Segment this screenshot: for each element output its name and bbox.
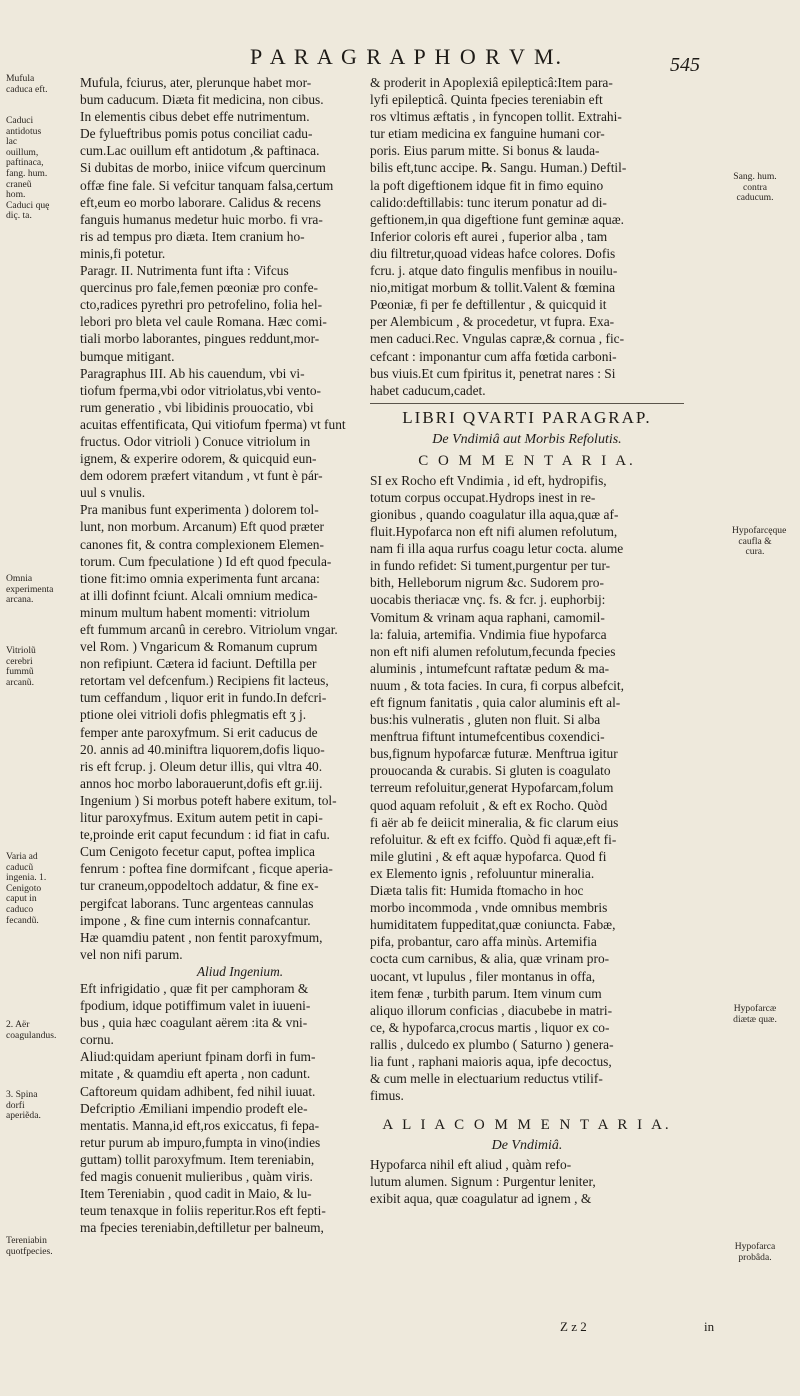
text-line: annos hoc morbo laborauerunt,dofis eft gr.iij. (80, 775, 323, 791)
text-line: pifa, probantur, caro affa minùs. Artemifia (370, 934, 597, 950)
text-line: Si dubitas de morbo, iniice vifcum quercinum (80, 160, 326, 176)
text-line: bumque mitigant. (80, 348, 175, 364)
text-line: retur purum ab impuro,fumpta in vino(indies (80, 1134, 321, 1150)
text-line: pergifcat laborans. Tunc argenteas cannulas (80, 895, 314, 911)
text-line: tione fit:imo omnia experimenta funt arcana: (80, 570, 320, 586)
text-line: fanguis humanus medetur huic morbo. fi vra- (80, 211, 323, 227)
text-line: offæ fine fale. Si vefcitur tanquam falsa,certum (80, 177, 334, 193)
text-line: Ingenium ) Si morbus poteft habere exitum, tol- (80, 792, 337, 808)
text-line: De fylueftribus pomis potus conciliat cadu- (80, 126, 313, 142)
right-column-mid (370, 472, 684, 1104)
text-line: bus , quia hæc coagulant aërem :ita & vni- (80, 1015, 308, 1031)
text-line: acuitas effentificata, Qui vitiofum fperma) vt funt (80, 416, 346, 432)
text-line: minum multum habent momenti: vitriolum (80, 604, 310, 620)
alia-subtitle: De Vndimiâ. (491, 1138, 563, 1154)
text-line: humiditatem fuppeditat,quæ coniuncta. Fabæ, (370, 917, 616, 933)
text-line: lia funt , raphani maioris aqua, ipfe decoctus, (370, 1053, 612, 1069)
text-line: habet caducum,cadet. (370, 382, 486, 398)
text-line: tiali morbo laborantes, pingues reddunt,mor- (80, 331, 320, 347)
text-line: Eft infrigidatio , quæ fit per camphoram & (80, 980, 309, 996)
text-line: morbo incommoda , vnde omnibus membris (370, 900, 608, 916)
text-line: fcru. j. atque dato fingulis menfibus in nouilu- (370, 263, 618, 279)
text-line: ce, & hypofarca,crocus martis , liquor ex co- (370, 1019, 610, 1035)
text-line: canones fit, & contra complexionem Elemen- (80, 536, 324, 552)
margin-note: Varia ad caducũ ingenia. 1. Cenigoto caput in caduco fecandũ. (6, 851, 47, 926)
text-line: nam fi illa aqua rurfus coagu letur cocta. alume (370, 541, 624, 557)
text-line: cto,radices pyrethri pro petrofelino, folia hel- (80, 297, 323, 313)
text-line: Cum Cenigoto fecetur caput, poftea implica (80, 844, 316, 860)
text-line: dem odorem præfert vitandum , vt funt è pár- (80, 468, 323, 484)
text-line: ros vltimus æftatis , in fyncopen tollit. Extrahi- (370, 109, 622, 125)
text-line: fpodium, idque potiffimum valet in iuueni- (80, 998, 311, 1014)
text-line: tiofum fperma,vbi odor vitriolatus,vbi vento- (80, 382, 321, 398)
alia-commentaria-heading: A L I A C O M M E N T A R I A. (382, 1117, 672, 1134)
text-line: minis,fi potetur. (80, 245, 166, 261)
text-line: terreum refoluitur,generat Hypofarcam,folum (370, 780, 614, 796)
text-line: & cum melle in electuarium reductus vtilif- (370, 1071, 603, 1087)
text-line: diu filtretur,quoad videas hafce colores. Dofis (370, 245, 616, 261)
text-line: mitate , & quamdiu eft aperta , non cadunt. (80, 1066, 311, 1082)
text-line: In elementis cibus debet effe nutrimentum. (80, 109, 310, 125)
text-line: rum generatio , vbi libidinis prouocatio, vbi (80, 399, 314, 415)
text-line: vel Rom. ) Vngaricum & Romanum cuprum (80, 639, 318, 655)
right-column-bottom (370, 1156, 684, 1207)
text-line: men caduci.Rec. Vngulas capræ,& cornua , fic- (370, 331, 625, 347)
text-line: eft fummum arcanû in cerebro. Vitriolum vngar. (80, 622, 338, 637)
text-line: cornu. (80, 1032, 114, 1048)
text-line: totum corpus occupat.Hydrops inest in re- (370, 489, 596, 505)
margin-note: Hypofarca probâda. (734, 1241, 776, 1263)
text-line: Caftoreum quidam adhibent, fed nihil iuuat. (80, 1083, 316, 1099)
text-line: fenrum : poftea fine dormifcant , ficque aperia- (80, 861, 333, 877)
margin-note: Caduci antidotus lac ouillum, paftinaca, fang. hum. craneũ hom. Caduci quę diç. ta. (6, 115, 50, 222)
text-line: at illi dofinnt fciunt. Alcali omnium medica- (80, 587, 318, 603)
book-heading: LIBRI QVARTI PARAGRAP. (370, 403, 684, 430)
margin-note: 3. Spina dorfi aperiẽda. (6, 1089, 41, 1122)
text-line: impone , & fine cum internis connafcantur. (80, 912, 311, 928)
margin-note: 2. Aër coagulandus. (6, 1019, 57, 1041)
page-number: 545 (670, 54, 700, 76)
text-line: bilis eft,tunc accipe. ℞. Sangu. Human.) Deftil- (370, 160, 627, 176)
text-line: poris. Eius parum mitte. Si bonus & lauda- (370, 143, 600, 159)
text-line: aliquo illorum conficias , diacubebe in matri- (370, 1002, 613, 1018)
text-line: Vomitum & vrinam aqua raphani, camomil- (370, 609, 605, 625)
margin-note: Hypofarcæ diætæ quæ. (733, 1003, 777, 1025)
text-line: non eft nifi alumen refolutum,fecunda fpecies (370, 643, 616, 659)
text-line: Pœoniæ, fi per fe deftillentur , & quicquid it (370, 297, 607, 313)
text-line: uocabis theriacæ vnç. fs. & fcr. j. euphorbij: (370, 592, 606, 608)
left-column (80, 74, 400, 1236)
text-line: bus viuis.Et cum fpiritus it, penetrat nares : Si (370, 365, 616, 381)
text-line: lyfi epilepticâ. Quinta fpecies tereniabin eft (370, 92, 603, 108)
text-line: Paragr. II. Nutrimenta funt ifta : Vifcus (80, 263, 289, 279)
text-line: Aliud Ingenium. (196, 963, 284, 979)
text-line: lutum alumen. Signum : Purgentur leniter, (370, 1174, 596, 1190)
text-line: nio,mitigat morbum & tollit.Valent & fœmina (370, 280, 616, 296)
text-line: guttam) tollit paroxyfmum. Item tereniabin, (80, 1151, 315, 1167)
text-line: gionibus , quando coagulatur illa aqua,quæ af- (370, 506, 619, 522)
text-line: rallis , dulcedo ex plumbo ( Saturno ) genera- (370, 1036, 614, 1052)
text-line: item fenæ , turbith parum. Item vinum cum (370, 985, 602, 1001)
text-line: mentatis. Manna,id eft,ros exiccatus, fi fepa- (80, 1117, 320, 1133)
text-line: Hypofarca nihil eft aliud , quàm refo- (370, 1157, 572, 1173)
text-line: Mufula, fciurus, ater, plerunque habet mor- (80, 75, 312, 90)
commentaria-heading: C O M M E N T A R I A. (418, 452, 636, 469)
text-line: fi aër ab fe deiicit mineralia, & fic clarum eius (370, 814, 619, 830)
text-line: per Alembicum , & procedetur, vt fupra. Exa- (370, 314, 615, 330)
text-line: mile glutini , & eft aquæ hypofarca. Quod fi (370, 848, 607, 864)
text-line: quercinus pro fale,femen pœoniæ pro confe- (80, 280, 318, 296)
text-line: fluit.Hypofarca non eft nifi alumen refolutum, (370, 524, 618, 540)
margin-note: Sang. hum. contra caducum. (733, 171, 777, 204)
text-line: eft fignum fanitatis , quia calor aluminis eft al- (370, 695, 621, 710)
margin-note: Omnia experimenta arcana. (6, 573, 54, 606)
text-line: ignem, & experire odorem, & quicquid eun- (80, 451, 317, 467)
text-line: ptione olei vitrioli dofis phlegmatis eft ʒ j. (80, 707, 307, 723)
text-line: Hæ quamdiu patent , non fentit paroxyfmum, (80, 929, 323, 945)
text-line: la poft digeftionem idque fit in fimo equino (370, 177, 604, 193)
signature-mark: Z z 2 (560, 1319, 587, 1334)
text-line: fimus. (370, 1088, 404, 1104)
text-line: uocant, vt lupulus , filer montanus in offa, (370, 968, 596, 984)
text-line: Diæta talis fit: Humida ftomacho in hoc (370, 883, 584, 899)
text-line: 20. annis ad 40.miniftra liquorem,dofis liquo- (80, 741, 325, 757)
book-subtitle: De Vndimiâ aut Morbis Refolutis. (432, 431, 622, 447)
text-line: cum.Lac ouillum eft antidotum ,& paftinaca. (80, 143, 320, 159)
text-line: fed magis conuenit mulieribus , quàm viris. (80, 1169, 313, 1184)
text-line: vel non nifi parum. (80, 946, 183, 962)
text-line: quod aquam refoluit , & eft ex Rocho. Quòd (370, 797, 608, 813)
right-column-top (370, 74, 684, 399)
text-line: in fundo refidet: Si tument,purgentur per tur- (370, 558, 611, 574)
text-line: Item Tereniabin , quod cadit in Maio, & lu- (80, 1186, 312, 1202)
text-line: lebori pro bleta vel caule Romana. Hæc comi- (80, 314, 327, 330)
text-line: ris eft fcrup. j. Oleum detur illis, qui vltra 40. (80, 758, 323, 774)
text-line: Defcriptio Æmiliani impendio prodeft ele- (80, 1100, 308, 1116)
text-line: bus,fignum hypofarcæ futuræ. Menftrua igitur (370, 746, 618, 762)
text-line: te,proinde erit caput fecundum : id fiat in cafu. (80, 827, 330, 843)
right-column (370, 74, 684, 1208)
text-line: menftrua fiftunt intumefcentibus coxendici- (370, 729, 605, 745)
text-line: bus:his vulneratis , gluten non fluit. Si alba (370, 712, 601, 728)
text-line: ex Elemento ignis , refoluuntur mineralia. (370, 865, 595, 881)
text-line: bum caducum. Diæta fit medicina, non cibus. (80, 92, 324, 108)
text-line: aluminis , intumefcunt raftatæ pedum & ma- (370, 660, 610, 676)
text-line: fructus. Odor vitrioli ) Conuce vitriolum in (80, 433, 311, 449)
text-line: Pra manibus funt experimenta ) dolorem tol- (80, 502, 319, 518)
text-line: retortam vel defcenfum.) Recipiens fit lacteus, (80, 673, 329, 689)
text-line: femper ante paroxyfmum. Si erit caducus de (80, 724, 318, 740)
text-line: litur paroxyfmus. Exitum autem petit in capi- (80, 810, 323, 826)
text-line: & proderit in Apoplexiâ epilepticâ:Item para- (370, 75, 613, 90)
text-line: SI ex Rocho eft Vndimia , id eft, hydropifis, (370, 472, 607, 488)
catchword: in (704, 1319, 715, 1334)
text-line: torum. Cum fpeculatione ) Id eft quod fpecula- (80, 553, 332, 569)
text-line: tur etiam medicina ex fanguine humani cor- (370, 126, 605, 142)
text-line: refoluitur. & eft ex fciffo. Quòd fi aquæ,eft fi- (370, 831, 617, 847)
text-line: teum tenaxque in foliis reperitur.Ros eft fepti- (80, 1203, 326, 1219)
text-line: ma fpecies tereniabin,deftilletur per balneum, (80, 1220, 324, 1236)
text-line: geftionem,in qua digeftione funt geminæ aquæ. (370, 211, 624, 227)
text-line: calido:deftillabis: tunc iterum ponatur ad di- (370, 194, 607, 210)
margin-note: Mufula caduca eft. (6, 73, 48, 95)
text-line: lunt, non morbum. Arcanum) Eft quod præter (80, 519, 324, 535)
text-line: bith, Helleborum nigrum &c. Sudorem pro- (370, 575, 604, 591)
text-line: la: faluia, artemifia. Vndimia fiue hypofarca (370, 626, 607, 642)
text-line: Inferior coloris eft aurei , fuperior alba , tam (370, 228, 608, 244)
text-line: ris ad tempus pro diæta. Item cranium ho- (80, 228, 305, 244)
text-line: Paragraphus III. Ab his cauendum, vbi vi- (80, 365, 305, 381)
margin-note: Vitriolũ cerebri fummũ arcanũ. (6, 645, 36, 688)
text-line: prouocanda & curabis. Si gluten is coagulato (370, 763, 611, 779)
margin-note: Hypofarcęque caufla & cura. (732, 525, 787, 558)
text-line: cefcant : imponantur cum affa fœtida carboni- (370, 348, 617, 364)
text-line: Aliud:quidam aperiunt fpinam dorfi in fum- (80, 1049, 316, 1065)
text-line: tur craneum,oppodeltoch addatur, & fine ex- (80, 878, 319, 894)
text-line: uul s vnulis. (80, 485, 146, 501)
text-line: cocta cum carnibus, & alia, quæ vrinam pro- (370, 951, 610, 967)
text-line: tum ceffandum , liquor erit in fundo.In defcri- (80, 690, 327, 706)
text-line: nuum , & tota facies. In cura, fi corpus albefcit, (370, 677, 624, 693)
running-head: P A R A G R A P H O R V M. (250, 44, 564, 69)
text-line: non refipiunt. Cætera id faciunt. Deftilla per (80, 656, 317, 672)
margin-note: Tereniabin quotfpecies. (6, 1235, 53, 1257)
text-line: eft,eum eo morbo laborare. Calidus & recens (80, 194, 321, 210)
text-line: exibit aqua, quæ coagulatur ad ignem , & (370, 1191, 592, 1207)
